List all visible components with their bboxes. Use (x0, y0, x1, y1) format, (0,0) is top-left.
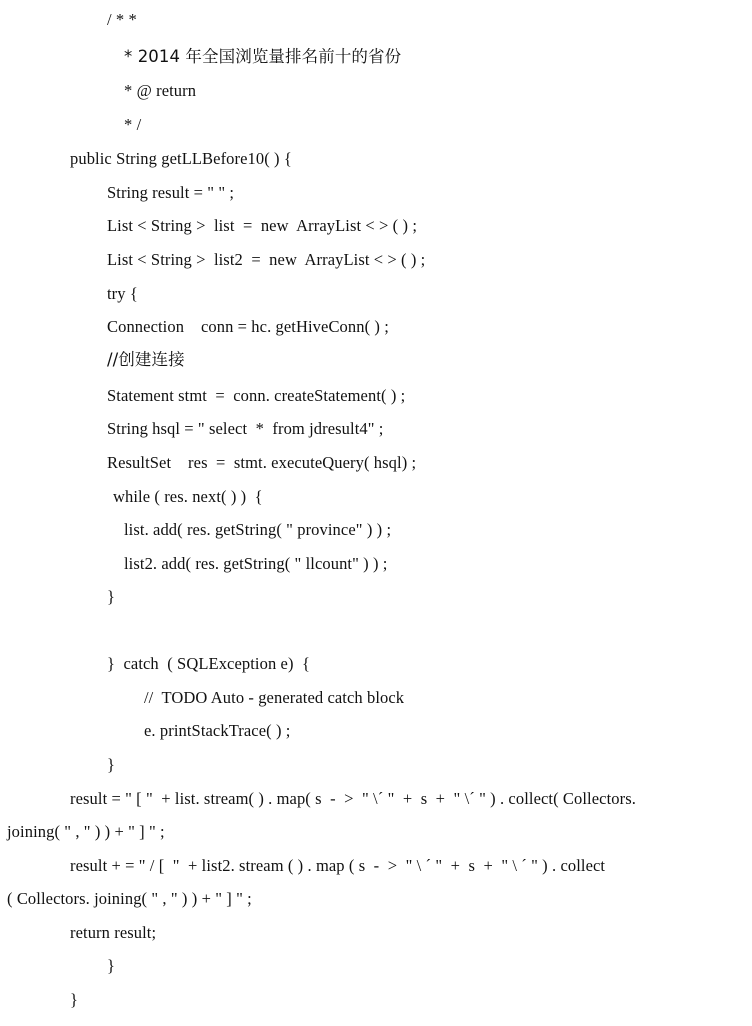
code-line-method-close: } (70, 990, 79, 1009)
code-line-result-assign-cont: joining( " , " ) ) + " ] " ; (7, 822, 165, 841)
method-signature: public String getLLBefore10( ) { (70, 149, 292, 168)
code-line-catch: } catch ( SQLException e) { (107, 654, 311, 673)
code-line-hsql: String hsql = " select * from jdresult4" ; (107, 419, 384, 438)
code-line-print-stack-trace: e. printStackTrace( ) ; (144, 721, 291, 740)
code-line-brace-inner: } (107, 956, 116, 975)
code-line-try: try { (107, 284, 138, 303)
code-line-while: while ( res. next( ) ) { (113, 487, 263, 506)
code-line-result-decl: String result = " " ; (107, 183, 235, 202)
comment-open: / * * (107, 10, 137, 29)
comment-return-tag: * @ return (124, 81, 197, 100)
code-line-list2-decl: List < String > list2 = new ArrayList < > ( ) ; (107, 250, 426, 269)
code-line-resultset: ResultSet res = stmt. executeQuery( hsql) ; (107, 453, 417, 472)
code-line-result-append-cont: ( Collectors. joining( " , " ) ) + " ] " ; (7, 889, 252, 908)
code-line-result-append: result + = " / [ " + list2. stream ( ) . map ( s - > " \ ´ " + s + " \ ´ " ) . collect (70, 856, 606, 875)
code-line-catch-close: } (107, 755, 116, 774)
code-line-list-add: list. add( res. getString( " province" ) ) ; (124, 520, 392, 539)
code-line-connection: Connection conn = hc. getHiveConn( ) ; (107, 317, 389, 336)
comment-close: * / (124, 115, 142, 134)
code-line-list-decl: List < String > list = new ArrayList < > ( ) ; (107, 216, 418, 235)
code-line-return: return result; (70, 923, 157, 942)
code-line-list2-add: list2. add( res. getString( " llcount" ) ) ; (124, 554, 388, 573)
code-line-result-assign: result = " [ " + list. stream( ) . map( s - > " \´ " + s + " \´ " ) . collect( Collectors. (70, 789, 636, 808)
comment-description: * 2014 年全国浏览量排名前十的省份 (124, 47, 402, 66)
code-comment-todo: // TODO Auto - generated catch block (144, 688, 405, 707)
code-comment-create-connection: //创建连接 (107, 350, 185, 369)
code-line-while-close: } (107, 587, 116, 606)
code-line-statement: Statement stmt = conn. createStatement( ) ; (107, 386, 406, 405)
